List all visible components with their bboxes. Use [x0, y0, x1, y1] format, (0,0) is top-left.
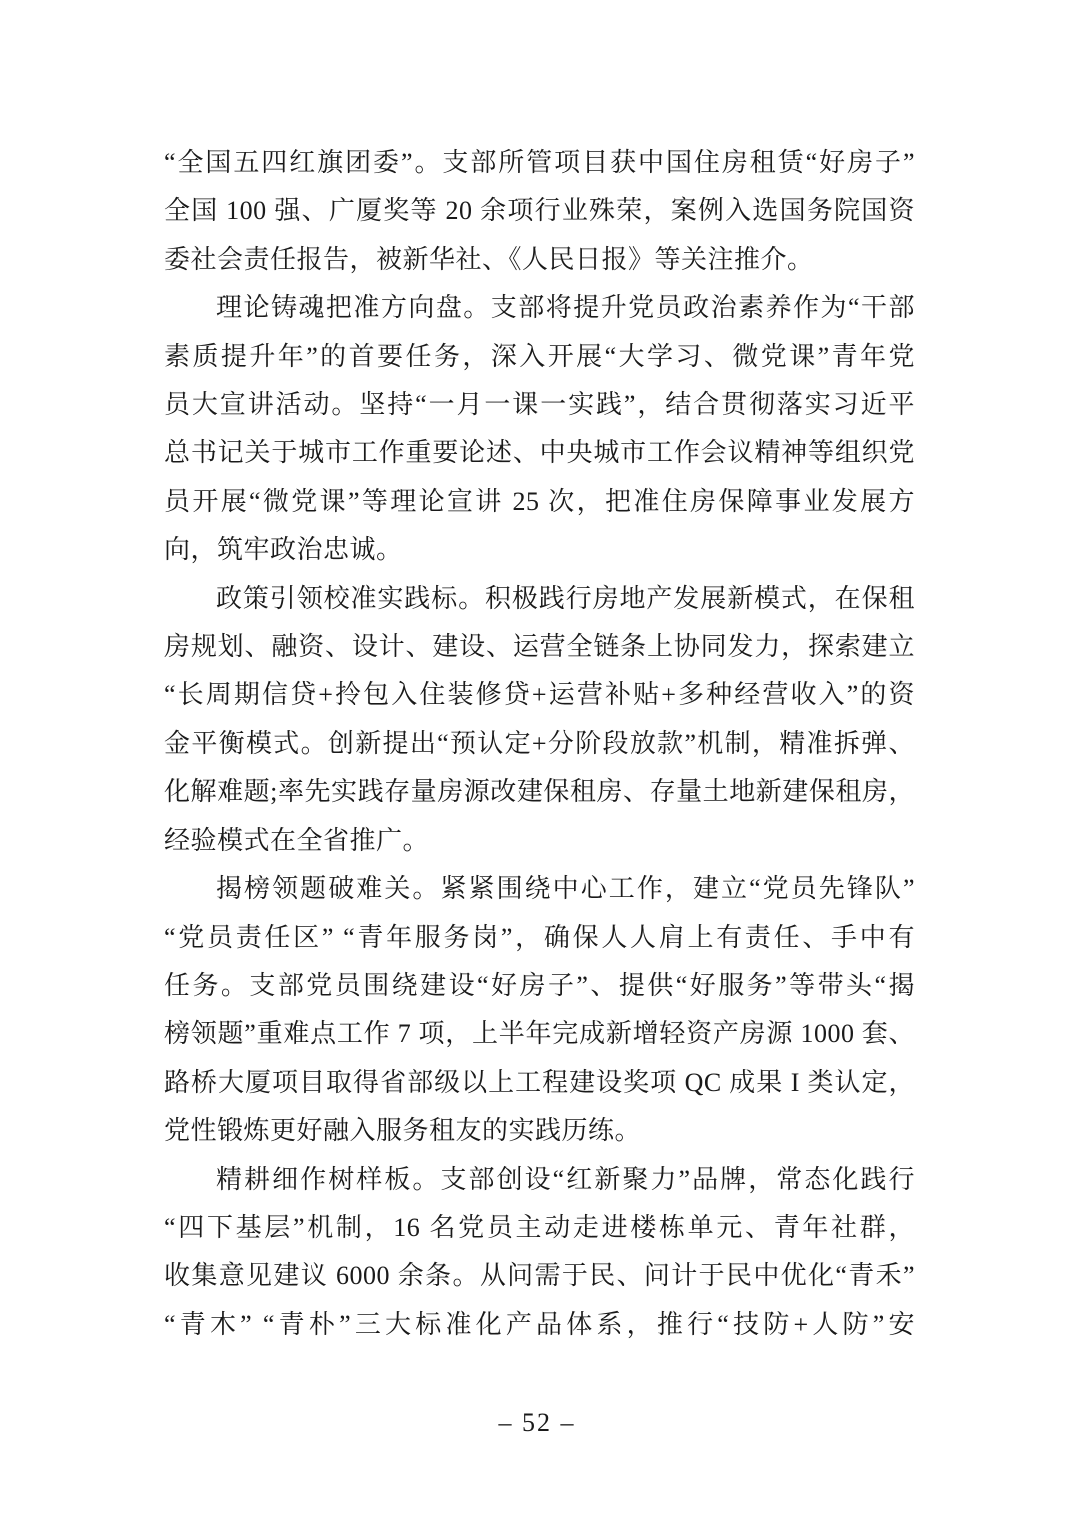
text-line: 房规划、融资、设计、建设、运营全链条上协同发力，探索建立 [164, 632, 915, 662]
text-line: “长周期信贷+拎包入住装修贷+运营补贴+多种经营收入”的资 [164, 680, 915, 710]
page-content [164, 139, 915, 1349]
text-line: “全国五四红旗团委”。支部所管项目获中国住房租赁“好房子” [164, 148, 915, 177]
text-line: 化解难题;率先实践存量房源改建保租房、存量土地新建保租房， [164, 777, 915, 807]
text-line: 揭榜领题破难关。紧紧围绕中心工作，建立“党员先锋队” [216, 874, 915, 904]
text-line: 政策引领校准实践标。积极践行房地产发展新模式，在保租 [216, 583, 915, 613]
text-line: 全国 100 强、广厦奖等 20 余项行业殊荣，案例入选国务院国资 [164, 196, 915, 226]
text-line: 精耕细作树样板。支部创设“红新聚力”品牌，常态化践行 [216, 1164, 915, 1194]
text-line: “青木” “青朴”三大标准化产品体系，推行“技防+人防”安 [164, 1309, 915, 1339]
text-line: 党性锻炼更好融入服务租友的实践历练。 [164, 1116, 642, 1146]
text-line: 经验模式在全省推广。 [164, 825, 430, 855]
text-line: 理论铸魂把准方向盘。支部将提升党员政治素养作为“干部 [216, 293, 915, 323]
page-number: – 52 – [498, 1408, 576, 1437]
text-line: 员大宣讲活动。坚持“一月一课一实践”，结合贯彻落实习近平 [164, 390, 915, 420]
text-line: 金平衡模式。创新提出“预认定+分阶段放款”机制，精准拆弹、 [164, 728, 915, 758]
text-line: 任务。支部党员围绕建设“好房子”、提供“好服务”等带头“揭 [164, 970, 915, 1000]
text-line: 路桥大厦项目取得省部级以上工程建设奖项 QC 成果 I 类认定， [164, 1067, 915, 1097]
text-line: 员开展“微党课”等理论宣讲 25 次，把准住房保障事业发展方 [164, 486, 915, 516]
text-line: 向，筑牢政治忠诚。 [164, 535, 403, 565]
text-line: 榜领题”重难点工作 7 项，上半年完成新增轻资产房源 1000 套、 [164, 1019, 915, 1049]
text-line: “四下基层”机制，16 名党员主动走进楼栋单元、青年社群， [164, 1212, 915, 1242]
text-line: “党员责任区” “青年服务岗”，确保人人肩上有责任、手中有 [164, 922, 915, 952]
text-line: 委社会责任报告，被新华社、《人民日报》等关注推介。 [164, 244, 814, 274]
text-line: 素质提升年”的首要任务，深入开展“大学习、微党课”青年党 [164, 341, 915, 371]
text-line: 总书记关于城市工作重要论述、中央城市工作会议精神等组织党 [164, 438, 915, 468]
text-line: 收集意见建议 6000 余条。从问需于民、问计于民中优化“青禾” [164, 1261, 915, 1291]
